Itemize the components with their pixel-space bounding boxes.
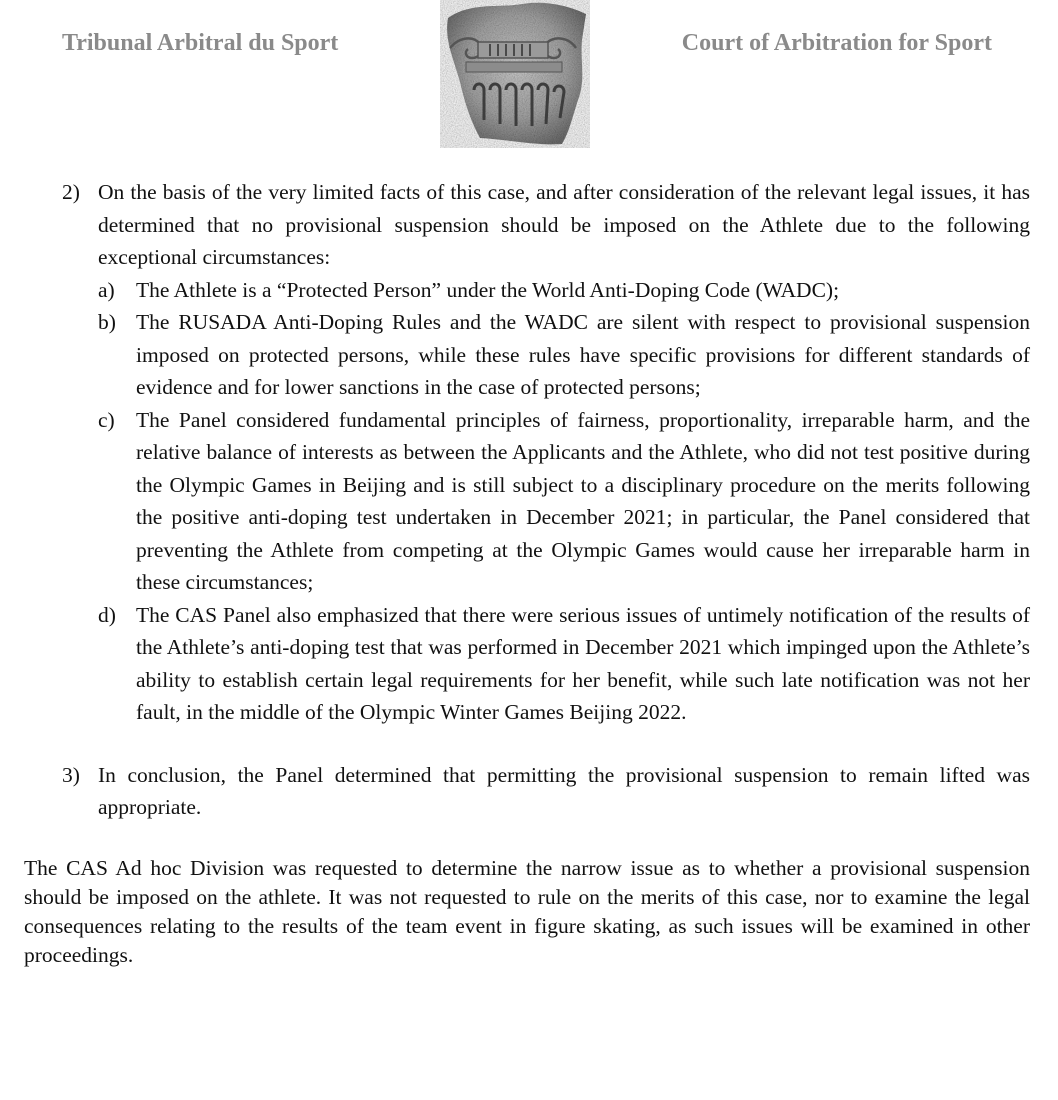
item-number: 2) xyxy=(62,180,80,204)
subitem-letter: a) xyxy=(98,277,115,302)
subitem-letter: c) xyxy=(98,407,115,432)
subitem-c xyxy=(98,404,1030,599)
paragraph-item-3 xyxy=(62,759,1030,824)
subitem-b xyxy=(98,306,1030,404)
item-text: On the basis of the very limited facts of this case, and after consideration of the relevant legal issues, it has determined that no provisional suspension should be imposed on the Athlete due to the following exceptional circumstances: xyxy=(98,180,1030,269)
subitem-text: The CAS Panel also emphasized that there were serious issues of untimely notification of the results of the Athlete’s anti-doping test that was performed in December 2021 which impinged upon the Athlete’s ability to establish certain legal requirements for her benefit, while such late notification was not her fault, in the middle of the Olympic Winter Games Beijing 2022. xyxy=(136,602,1030,724)
subitem-text: The RUSADA Anti-Doping Rules and the WADC are silent with respect to provisional suspension imposed on protected persons, while these rules have specific provisions for different standards of evidence and for lower sanctions in the case of protected persons; xyxy=(136,310,1030,399)
subitem-letter: d) xyxy=(98,602,116,627)
item-number: 3) xyxy=(62,762,80,787)
spacer xyxy=(0,824,1058,854)
subitem-text: The Panel considered fundamental principles of fairness, proportionality, irreparable harm, and the relative balance of interests as between the Applicants and the Athlete, who did not test positive during the Olympic Games in Beijing and is still subject to a disciplinary procedure on the merits following the positive anti-doping test undertaken in December 2021; in particular, the Panel considered that preventing the Athlete from competing at the Olympic Games would cause her irreparable harm in these circumstances; xyxy=(136,407,1030,594)
subitem-a xyxy=(98,274,1030,307)
cas-column-logo-icon xyxy=(440,0,590,148)
subitem-text: The Athlete is a “Protected Person” under the World Anti-Doping Code (WADC); xyxy=(136,277,840,302)
header-right-title: Court of Arbitration for Sport xyxy=(681,30,992,56)
document-body xyxy=(0,176,1058,970)
spacer xyxy=(0,729,1058,759)
page-header xyxy=(0,0,1058,150)
paragraph-item-2 xyxy=(62,176,1030,274)
item-text: In conclusion, the Panel determined that permitting the provisional suspension to remain lifted was appropriate. xyxy=(98,762,1030,819)
subitem-d xyxy=(98,599,1030,729)
header-left-title: Tribunal Arbitral du Sport xyxy=(62,30,339,56)
subitem-letter: b) xyxy=(98,310,116,334)
closing-paragraph: The CAS Ad hoc Division was requested to determine the narrow issue as to whether a provisional suspension should be imposed on the athlete. It was not requested to rule on the merits of this case, nor to examine the legal consequences relating to the results of the team event in figure skating, as such issues will be examined in other proceedings. xyxy=(24,855,1030,967)
